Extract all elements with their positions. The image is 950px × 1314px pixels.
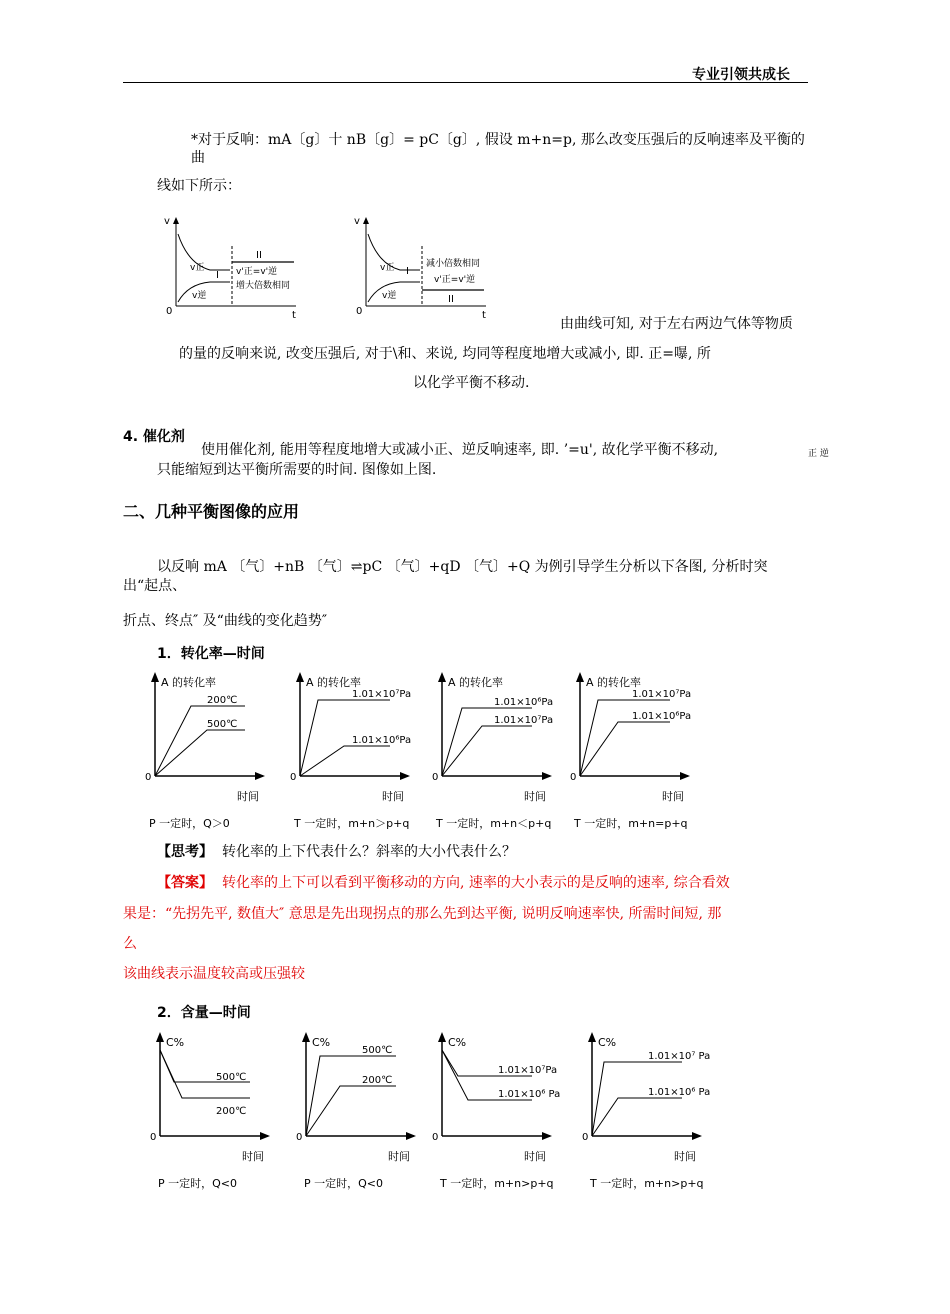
series-label-low: 1.01×10⁶ Pa xyxy=(498,1089,561,1100)
origin-label: 0 xyxy=(296,1132,303,1143)
chart-caption: P 一定时，Q<0 xyxy=(158,1177,238,1190)
catalyst-line-2: 只能缩短到达平衡所需要的时间. 图像如上图. xyxy=(157,462,437,478)
series-label-high: 1.01×10⁷Pa xyxy=(632,689,692,700)
y-axis-label: A 的转化率 xyxy=(306,676,362,689)
conversion-chart-3 xyxy=(432,670,572,835)
curve-low xyxy=(155,730,245,776)
curve-low xyxy=(592,1098,682,1136)
y-axis-arrow xyxy=(588,1032,596,1042)
pc1-roman-right: II xyxy=(256,250,262,261)
subsection-2-heading: 2．含量—时间 xyxy=(157,1005,251,1021)
catalyst-line-1: 使用催化剂, 能用等程度地增大或减小正、逆反响速率, 即. ’=u', 故化学平衡不移动, xyxy=(201,442,719,458)
content-chart-2 xyxy=(296,1030,439,1195)
series-label-high: 500℃ xyxy=(216,1072,247,1083)
pressure-chart-decrease xyxy=(350,214,500,324)
pc2-eq-label: v'正=v'逆 xyxy=(434,275,476,285)
x-axis-label: 时间 xyxy=(237,790,259,803)
curve-high xyxy=(306,1056,396,1136)
x-axis-label: 时间 xyxy=(674,1150,696,1163)
content-chart-4 xyxy=(582,1030,722,1195)
catalyst-subscript: 正 逆 xyxy=(808,449,829,459)
y-axis-label: A 的转化率 xyxy=(161,676,217,689)
y-axis-label: C% xyxy=(598,1036,617,1049)
series-label-low: 200℃ xyxy=(216,1106,247,1117)
section-2-paragraph-1b: 出“起点、 xyxy=(123,578,187,594)
chart-caption: P 一定时，Q＞0 xyxy=(149,817,230,830)
pc2-v-reverse: v逆 xyxy=(382,291,397,301)
origin-label: 0 xyxy=(432,1132,439,1143)
x-axis-arrow xyxy=(400,772,410,780)
x-axis-arrow xyxy=(255,772,265,780)
section-2-paragraph-2: 折点、终点″ 及“曲线的变化趋势″ xyxy=(123,613,328,629)
series-label-high: 1.01×10⁷Pa xyxy=(498,1065,558,1076)
chart-caption: T 一定时，m+n＞p+q xyxy=(294,817,410,830)
answer-tag: 【答案】 xyxy=(157,875,213,891)
y-axis-label: C% xyxy=(312,1036,331,1049)
content-chart-3 xyxy=(432,1030,572,1195)
y-axis-arrow xyxy=(156,1032,164,1042)
pc1-eq-label: v'正=v'逆 xyxy=(236,267,278,277)
pc2-v-label: v xyxy=(354,216,360,227)
x-axis-arrow xyxy=(260,1132,270,1140)
chart-caption: T 一定时，m+n＜p+q xyxy=(436,817,552,830)
x-axis-arrow xyxy=(692,1132,702,1140)
header-rule xyxy=(123,82,808,83)
series-label-low: 1.01×10⁶Pa xyxy=(352,735,412,746)
origin-label: 0 xyxy=(582,1132,589,1143)
chart-caption: P 一定时，Q<0 xyxy=(304,1177,384,1190)
pc1-origin: 0 xyxy=(166,306,173,317)
pc2-origin: 0 xyxy=(356,306,363,317)
pc2-roman-left: I xyxy=(406,266,409,277)
origin-label: 0 xyxy=(150,1132,157,1143)
pc1-v-reverse: v逆 xyxy=(192,291,207,301)
series-label-high: 1.01×10⁷Pa xyxy=(352,689,412,700)
x-axis-label: 时间 xyxy=(242,1150,264,1163)
series-label-high: 200℃ xyxy=(207,695,238,706)
pc1-v-forward: v正 xyxy=(190,263,205,273)
x-axis-label: 时间 xyxy=(382,790,404,803)
curve-high xyxy=(592,1062,682,1136)
y-axis-arrow xyxy=(296,672,304,682)
series-label-high: 500℃ xyxy=(362,1045,393,1056)
series-label-low: 500℃ xyxy=(207,719,238,730)
conversion-chart-2 xyxy=(290,670,430,835)
answer-line-1: 转化率的上下可以看到平衡移动的方向, 速率的大小表示的是反响的速率, 综合看效 xyxy=(222,875,730,891)
conclusion-line-1: 由曲线可知, 对于左右两边气体等物质 xyxy=(560,316,793,332)
series-label-low: 1.01×10⁷Pa xyxy=(494,715,554,726)
pc2-v-forward: v正 xyxy=(380,263,395,273)
y-axis-label: A 的转化率 xyxy=(448,676,504,689)
y-axis-arrow xyxy=(302,1032,310,1042)
pc1-note: 增大倍数相同 xyxy=(236,281,291,291)
answer-line-4: 该曲线表示温度较高或压强较 xyxy=(123,966,305,982)
answer-line-3: 么 xyxy=(123,936,137,952)
section-2-paragraph-1: 以反响 mA 〔气〕+nB 〔气〕⇌pC 〔气〕+qD 〔气〕+Q 为例引导学生分析以下各图, 分析时突 xyxy=(157,559,768,575)
origin-label: 0 xyxy=(145,772,152,783)
conversion-chart-1 xyxy=(145,670,285,835)
x-axis-label: 时间 xyxy=(524,790,546,803)
x-axis-label: 时间 xyxy=(524,1150,546,1163)
origin-label: 0 xyxy=(432,772,439,783)
y-axis-label: A 的转化率 xyxy=(586,676,642,689)
y-axis-label: C% xyxy=(448,1036,467,1049)
pc2-t-label: t xyxy=(482,310,486,321)
y-axis-arrow xyxy=(151,672,159,682)
intro-line-1b: 曲 xyxy=(191,150,205,166)
origin-label: 0 xyxy=(570,772,577,783)
pc1-roman-left: I xyxy=(216,270,219,281)
pc2-roman-right: II xyxy=(448,294,454,305)
x-axis-label: 时间 xyxy=(662,790,684,803)
curve-low xyxy=(580,722,670,776)
intro-line-2: 线如下所示： xyxy=(157,178,241,194)
x-axis-arrow xyxy=(542,772,552,780)
curve-low xyxy=(306,1086,396,1136)
x-axis-arrow xyxy=(542,1132,552,1140)
y-axis-arrow xyxy=(576,672,584,682)
y-axis-arrow xyxy=(438,1032,446,1042)
answer-line-2: 果是：“先拐先平, 数值大″ 意思是先出现拐点的那么先到达平衡, 说明反响速率快, 所需时间短, 那 xyxy=(123,906,722,922)
conclusion-line-3: 以化学平衡不移动. xyxy=(413,375,530,391)
chart-caption: T 一定时，m+n>p+q xyxy=(440,1177,554,1190)
curve-low xyxy=(442,726,532,776)
series-label-high: 1.01×10⁷ Pa xyxy=(648,1051,711,1062)
series-label-low: 1.01×10⁶ Pa xyxy=(648,1087,711,1098)
conclusion-line-2: 的量的反响来说, 改变压强后, 对于\和、来说, 均同等程度地增大或减小, 即. 正=嚗, 所 xyxy=(179,346,711,362)
x-axis-arrow xyxy=(680,772,690,780)
x-axis-label: 时间 xyxy=(388,1150,410,1163)
y-axis-arrow xyxy=(438,672,446,682)
curve-high xyxy=(155,706,245,776)
y-axis-label: C% xyxy=(166,1036,185,1049)
pc2-note: 减小倍数相同 xyxy=(426,259,481,269)
pc1-t-label: t xyxy=(292,310,296,321)
curve-low xyxy=(300,746,390,776)
origin-label: 0 xyxy=(290,772,297,783)
series-label-high: 1.01×10⁶Pa xyxy=(494,697,554,708)
page-header-title: 专业引领共成长 xyxy=(692,67,790,83)
conversion-chart-4 xyxy=(570,670,710,835)
pc1-v-label: v xyxy=(164,216,170,227)
pressure-chart-increase xyxy=(160,214,310,324)
content-chart-1 xyxy=(150,1030,290,1195)
think-text: 转化率的上下代表什么？斜率的大小代表什么？ xyxy=(222,844,516,860)
section-2-heading: 二、几种平衡图像的应用 xyxy=(123,502,300,521)
series-label-low: 200℃ xyxy=(362,1075,393,1086)
chart-caption: T 一定时，m+n=p+q xyxy=(574,817,688,830)
think-tag: 【思考】 xyxy=(157,844,213,860)
series-label-low: 1.01×10⁶Pa xyxy=(632,711,692,722)
chart-caption: T 一定时，m+n>p+q xyxy=(590,1177,704,1190)
subsection-1-heading: 1．转化率—时间 xyxy=(157,646,265,662)
x-axis-arrow xyxy=(406,1132,416,1140)
intro-line-1: *对于反响：mA〔g〕十 nB〔g〕= pC〔g〕, 假设 m+n=p, 那么改变压强后的反响速率及平衡的 xyxy=(191,132,805,148)
catalyst-heading: 4. 催化剂 xyxy=(123,429,185,445)
